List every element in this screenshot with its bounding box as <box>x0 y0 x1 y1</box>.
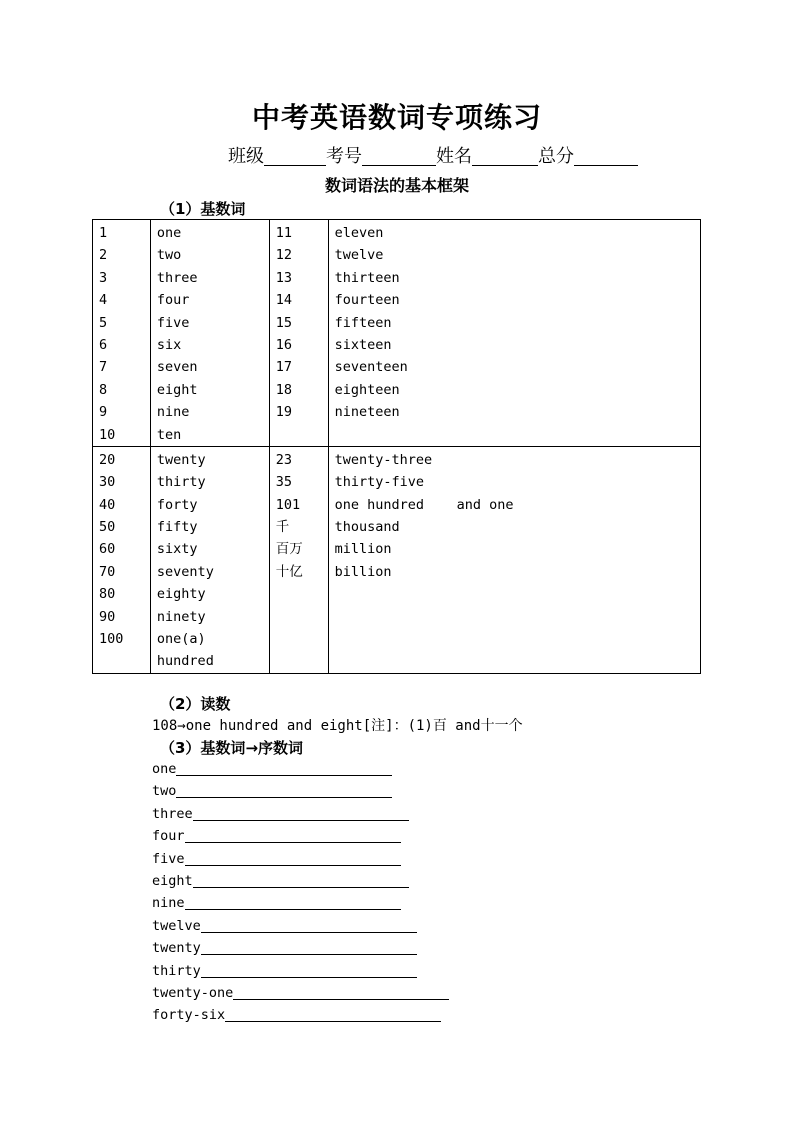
list-item <box>152 984 449 1006</box>
digit-cell <box>269 220 328 447</box>
list-item: 30 <box>99 474 116 491</box>
list-item: 16 <box>275 336 292 353</box>
list-item: 8 <box>99 381 108 398</box>
answer-blank[interactable] <box>225 1006 441 1022</box>
list-item: 12 <box>275 247 292 264</box>
list-item <box>152 1006 449 1028</box>
list-item: thirty <box>156 474 206 491</box>
cardinal-word: two <box>152 783 177 800</box>
list-item: one(a) <box>156 631 206 648</box>
list-item <box>152 939 449 961</box>
list-item <box>152 782 449 804</box>
student-info-line <box>228 142 638 168</box>
list-item: six <box>156 336 182 353</box>
list-item: 13 <box>275 269 292 286</box>
answer-blank[interactable] <box>193 872 409 888</box>
word-cell <box>328 446 700 673</box>
list-item: five <box>156 314 190 331</box>
list-item: one hundred and one <box>334 496 514 513</box>
digit-cell <box>93 446 151 673</box>
list-item: billion <box>334 563 392 580</box>
cardinal-word: five <box>152 850 185 867</box>
list-item: 20 <box>99 451 116 468</box>
answer-blank[interactable] <box>176 782 392 798</box>
list-item: seventeen <box>334 359 408 376</box>
list-item: 2 <box>99 247 108 264</box>
list-item: one <box>156 225 182 241</box>
word-cell <box>328 220 700 447</box>
list-item: thousand <box>334 519 400 536</box>
answer-blank[interactable] <box>185 827 401 843</box>
list-item: 6 <box>99 336 108 353</box>
list-item: 1 <box>99 225 108 241</box>
name-label: 姓名 <box>436 146 472 167</box>
list-item: eleven <box>334 225 384 241</box>
class-label: 班级 <box>228 146 264 167</box>
answer-blank[interactable] <box>185 894 401 910</box>
ordinal-exercise-list <box>152 760 449 1029</box>
list-item: thirty-five <box>334 474 425 491</box>
cardinal-word: nine <box>152 895 185 912</box>
list-item: 百万 <box>275 541 303 558</box>
list-item: 80 <box>99 586 116 603</box>
list-item: ten <box>156 426 182 443</box>
list-item <box>152 894 449 916</box>
list-item: eighteen <box>334 381 400 398</box>
list-item: 5 <box>99 314 108 331</box>
exam-no-label: 考号 <box>326 146 362 167</box>
list-item: 60 <box>99 541 116 558</box>
cardinal-word: forty-six <box>152 1007 226 1024</box>
cardinal-word: twelve <box>152 917 201 934</box>
list-item: 17 <box>275 359 292 376</box>
list-item: thirteen <box>334 269 400 286</box>
list-item: forty <box>156 496 198 513</box>
list-item: fourteen <box>334 292 400 309</box>
list-item: 19 <box>275 404 292 421</box>
list-item: 50 <box>99 519 116 536</box>
score-blank[interactable] <box>574 145 638 166</box>
answer-blank[interactable] <box>201 917 417 933</box>
list-item <box>152 917 449 939</box>
ordinal-heading: （3）基数词→序数词 <box>160 739 304 757</box>
list-item: 40 <box>99 496 116 513</box>
cardinal-word: eight <box>152 872 193 889</box>
digit-cell <box>93 220 151 447</box>
list-item: 101 <box>275 496 301 513</box>
list-item: fifty <box>156 519 198 536</box>
list-item: nine <box>156 404 190 421</box>
word-cell <box>150 446 269 673</box>
list-item: twenty <box>156 451 206 468</box>
exam-no-blank[interactable] <box>362 145 436 166</box>
list-item: 11 <box>275 225 292 241</box>
cardinal-heading: （1）基数词 <box>160 200 246 218</box>
list-item <box>152 827 449 849</box>
name-blank[interactable] <box>472 145 538 166</box>
list-item: nineteen <box>334 404 400 421</box>
list-item: ninety <box>156 608 206 625</box>
list-item: eight <box>156 381 198 398</box>
list-item <box>152 850 449 872</box>
list-item: twenty-three <box>334 451 433 468</box>
list-item: 90 <box>99 608 116 625</box>
list-item <box>152 805 449 827</box>
list-item: four <box>156 292 190 309</box>
cardinal-word: four <box>152 828 185 845</box>
list-item: 15 <box>275 314 292 331</box>
answer-blank[interactable] <box>176 760 392 776</box>
list-item: sixteen <box>334 336 392 353</box>
cardinal-word: twenty <box>152 940 201 957</box>
list-item: seven <box>156 359 198 376</box>
list-item: three <box>156 269 198 286</box>
list-item: hundred <box>156 653 214 670</box>
list-item: eighty <box>156 586 206 603</box>
page-title: 中考英语数词专项练习 <box>251 101 542 134</box>
class-blank[interactable] <box>264 145 326 166</box>
cardinal-word: one <box>152 761 177 777</box>
list-item: 18 <box>275 381 292 398</box>
reading-example: 108→one hundred and eight[注]：(1)百 and十一个 <box>152 718 523 734</box>
cardinal-word: thirty <box>152 962 201 979</box>
answer-blank[interactable] <box>193 805 409 821</box>
list-item: two <box>156 247 182 264</box>
answer-blank[interactable] <box>201 939 417 955</box>
score-label: 总分 <box>538 146 574 167</box>
answer-blank[interactable] <box>185 850 401 866</box>
list-item: seventy <box>156 563 214 580</box>
list-item: sixty <box>156 541 198 558</box>
list-item <box>152 760 449 782</box>
list-item: twelve <box>334 247 384 264</box>
list-item: 70 <box>99 563 116 580</box>
answer-blank[interactable] <box>233 984 449 1000</box>
list-item: 7 <box>99 359 108 376</box>
list-item: million <box>334 541 392 558</box>
table-row <box>93 446 701 673</box>
word-cell <box>150 220 269 447</box>
list-item: 10 <box>99 426 116 443</box>
list-item: 3 <box>99 269 108 286</box>
list-item <box>152 872 449 894</box>
list-item: 23 <box>275 451 292 468</box>
list-item: fifteen <box>334 314 392 331</box>
list-item: 9 <box>99 404 108 421</box>
list-item: 35 <box>275 474 292 491</box>
cardinal-word: twenty-one <box>152 984 234 1001</box>
cardinal-number-table <box>92 219 701 674</box>
list-item: 100 <box>99 631 124 648</box>
list-item: 14 <box>275 292 292 309</box>
list-item: 4 <box>99 292 108 309</box>
section-subtitle: 数词语法的基本框架 <box>324 176 469 195</box>
list-item <box>152 962 449 984</box>
table-row <box>93 220 701 447</box>
answer-blank[interactable] <box>201 962 417 978</box>
list-item: 十亿 <box>275 563 303 580</box>
reading-heading: （2）读数 <box>160 695 231 713</box>
cardinal-word: three <box>152 805 193 822</box>
digit-cell <box>269 446 328 673</box>
list-item: 千 <box>275 519 290 536</box>
